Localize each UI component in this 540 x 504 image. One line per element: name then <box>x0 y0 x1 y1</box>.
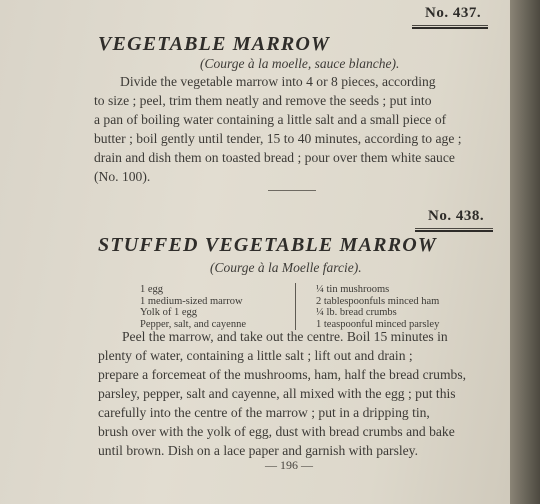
ingredient-item: Yolk of 1 egg <box>140 307 197 318</box>
method-line: Divide the vegetable marrow into 4 or 8 pieces, according <box>120 74 436 89</box>
ingredients-right-column <box>316 284 439 330</box>
section-divider <box>268 190 316 191</box>
ingredients-left-column <box>140 284 246 330</box>
recipe-438-number: No. 438. <box>428 208 485 224</box>
method-line: parsley, pepper, salt and cayenne, all mixed with the egg ; put this <box>98 386 456 401</box>
method-line: brush over with the yolk of egg, dust with bread crumbs and bake <box>98 424 455 439</box>
ingredient-item: 2 tablespoonfuls minced ham <box>316 295 440 307</box>
recipe-438-method <box>98 327 494 460</box>
ingredients-separator <box>295 283 296 330</box>
recipe-438-number-rule <box>415 228 493 232</box>
method-line: prepare a forcemeat of the mushrooms, ham, half the bread crumbs, <box>98 367 467 382</box>
method-line: plenty of water, containing a little salt ; lift out and drain ; <box>98 348 413 363</box>
ingredient-item: ¼ lb. bread crumbs <box>316 307 397 318</box>
method-line: Peel the marrow, and take out the centre. Boil 15 minutes in <box>122 329 448 344</box>
method-line: to size ; peel, trim them neatly and remove the seeds ; put into <box>94 93 432 108</box>
recipe-437-method <box>94 72 488 186</box>
method-line: a pan of boiling water containing a little salt and a small piece of <box>94 112 447 127</box>
ingredient-item: 1 egg <box>140 284 164 295</box>
method-line: (No. 100). <box>94 169 151 184</box>
method-line: carefully into the centre of the marrow ; put in a dripping tin, <box>98 405 430 420</box>
method-line: until brown. Dish on a lace paper and garnish with parsley. <box>98 443 418 458</box>
method-line: butter ; boil gently until tender, 15 to 40 minutes, according to age ; <box>94 131 462 146</box>
ingredient-item: ¼ tin mushrooms <box>316 284 390 295</box>
ingredient-item: Pepper, salt, and cayenne <box>140 318 246 330</box>
recipe-437-number: No. 437. <box>425 5 482 21</box>
recipe-437-number-rule <box>412 25 488 29</box>
recipe-437-title: VEGETABLE MARROW <box>98 33 331 55</box>
ingredient-item: 1 medium-sized marrow <box>140 295 243 307</box>
ingredient-item: 1 teaspoonful minced parsley <box>316 318 440 330</box>
page-edge-shadow <box>510 0 540 504</box>
method-line: drain and dish them on toasted bread ; pour over them white sauce <box>94 150 455 165</box>
recipe-437-subtitle: (Courge à la moelle, sauce blanche). <box>200 56 400 71</box>
recipe-438-title: STUFFED VEGETABLE MARROW <box>98 234 437 256</box>
recipe-438-subtitle: (Courge à la Moelle farcie). <box>210 260 362 275</box>
page-number: — 196 — <box>265 458 313 472</box>
